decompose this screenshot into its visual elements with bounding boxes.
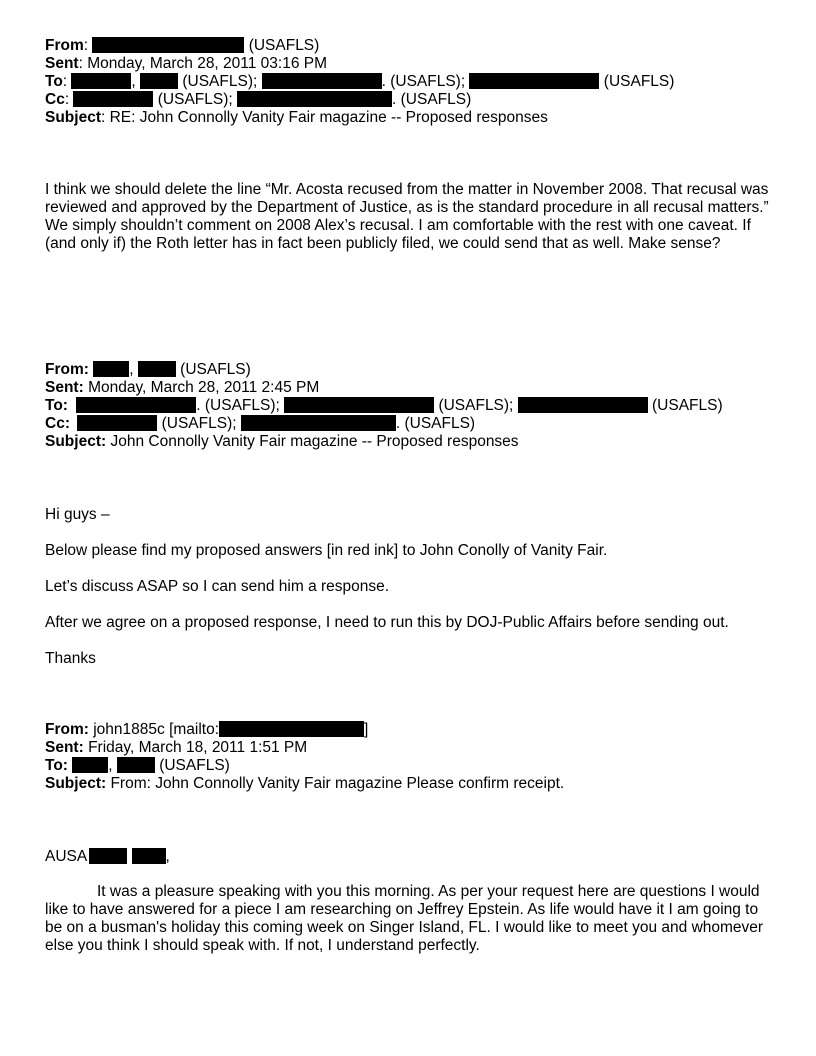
redaction-block xyxy=(76,397,196,413)
email1-header xyxy=(45,37,776,127)
email2-paragraph-4 xyxy=(45,650,776,668)
sent-value: Monday, March 28, 2011 2:45 PM xyxy=(88,379,320,396)
redaction-block xyxy=(138,361,176,377)
from-label: From: xyxy=(45,721,89,738)
email2-greeting: Hi guys – xyxy=(45,506,110,523)
to-label: To: xyxy=(45,397,68,414)
email1-from-line: From: (USAFLS) xyxy=(45,37,320,54)
from-label: From xyxy=(45,37,84,54)
sent-label: Sent: xyxy=(45,739,84,756)
email3-from-line xyxy=(45,721,776,739)
email3-body-text: It was a pleasure speaking with you this morning. As per your request here are questions I would like to have answered for a piece I am researching on Jeffrey Epstein. As life would have it I am going to be on a busman's holiday this coming week on Singer Island, FL. I would like to meet you and whomever else you think I should speak with. If not, I understand perfectly. xyxy=(45,883,764,954)
redaction-block xyxy=(72,757,108,773)
redaction-block xyxy=(219,721,364,737)
email2-to-line xyxy=(45,397,776,415)
email1-cc-line: Cc: (USAFLS); . (USAFLS) xyxy=(45,91,472,108)
redaction-block xyxy=(262,73,382,89)
redaction-block xyxy=(140,73,178,89)
redaction-block xyxy=(77,415,157,431)
sent-value: Monday, March 28, 2011 03:16 PM xyxy=(87,55,328,72)
cc-org: (USAFLS); xyxy=(161,415,237,432)
from-label: From: xyxy=(45,361,89,378)
to-org: (USAFLS) xyxy=(652,397,723,414)
redaction-block xyxy=(132,848,166,864)
to-label: To: xyxy=(45,757,68,774)
from-org: (USAFLS) xyxy=(248,37,320,54)
subject-value: John Connolly Vanity Fair magazine -- Proposed responses xyxy=(110,433,519,450)
subject-label: Subject: xyxy=(45,775,107,792)
subject-label: Subject xyxy=(45,109,101,126)
email2-p2: Let’s discuss ASAP so I can send him a response. xyxy=(45,578,390,595)
email3-subject-line xyxy=(45,775,776,793)
subject-value: From: John Connolly Vanity Fair magazine Please confirm receipt. xyxy=(110,775,565,792)
redaction-block xyxy=(518,397,648,413)
subject-value: RE: John Connolly Vanity Fair magazine -- Proposed responses xyxy=(109,109,548,126)
redaction-block xyxy=(284,397,434,413)
email1-to-line: To: , (USAFLS); . (USAFLS); (USAFLS) xyxy=(45,73,675,90)
cc-org: . (USAFLS) xyxy=(392,91,472,108)
email2-header xyxy=(45,361,776,451)
email3-to-line: To: , (USAFLS) xyxy=(45,757,230,774)
email1-body-text: I think we should delete the line “Mr. Acosta recused from the matter in November 2008. That recusal was reviewed and approved by the Department of Justice, as is the standard procedure in all recusal matters.” We simply shouldn’t comment on 2008 Alex’s recusal. I am comfortable with the rest with one caveat. If (and only if) the Roth letter has in fact been publicly filed, we could send that as well. Make sense? xyxy=(45,181,769,252)
to-org: . (USAFLS); xyxy=(381,73,466,90)
to-org: (USAFLS); xyxy=(438,397,514,414)
email1-subject-line: Subject: RE: John Connolly Vanity Fair magazine -- Proposed responses xyxy=(45,109,548,126)
salutation-prefix: AUSA xyxy=(45,848,88,865)
email2-subject-line xyxy=(45,433,776,451)
email2-body xyxy=(45,506,776,524)
sent-label: Sent xyxy=(45,55,79,72)
redaction-block xyxy=(93,361,129,377)
redaction-block xyxy=(117,757,155,773)
email3-header xyxy=(45,721,776,793)
sent-value: Friday, March 18, 2011 1:51 PM xyxy=(88,739,308,756)
email1-sent-line: Sent: Monday, March 28, 2011 03:16 PM xyxy=(45,55,328,72)
to-label: To xyxy=(45,73,63,90)
to-org: . (USAFLS); xyxy=(196,397,280,414)
from-close: ] xyxy=(364,721,369,738)
email2-paragraph-3 xyxy=(45,614,776,632)
redaction-block xyxy=(469,73,599,89)
email2-from-line: From: , (USAFLS) xyxy=(45,361,251,378)
redaction-block xyxy=(241,415,396,431)
redaction-block xyxy=(71,73,131,89)
email2-paragraph-2 xyxy=(45,578,776,596)
email2-paragraph-1 xyxy=(45,542,776,560)
to-org: (USAFLS) xyxy=(603,73,675,90)
to-org: (USAFLS) xyxy=(159,757,230,774)
cc-org: (USAFLS); xyxy=(157,91,233,108)
redaction-block xyxy=(73,91,153,107)
redaction-block xyxy=(92,37,244,53)
from-org: (USAFLS) xyxy=(180,361,251,378)
cc-label: Cc: xyxy=(45,415,70,432)
redaction-block xyxy=(237,91,392,107)
redaction-block xyxy=(89,848,127,864)
email2-p1: Below please find my proposed answers [in red ink] to John Conolly of Vanity Fair. xyxy=(45,542,608,559)
email2-sent-line xyxy=(45,379,776,397)
email3-sent-line xyxy=(45,739,776,757)
email2-p4: Thanks xyxy=(45,650,96,667)
email1-body xyxy=(45,181,771,253)
email2-p3: After we agree on a proposed response, I need to run this by DOJ-Public Affairs before sending out. xyxy=(45,614,729,631)
email3-salutation: AUSA , xyxy=(45,848,170,865)
email2-cc-line xyxy=(45,415,776,433)
from-value: john1885c [mailto: xyxy=(93,721,220,738)
cc-org: . (USAFLS) xyxy=(395,415,476,432)
cc-label: Cc xyxy=(45,91,65,108)
sent-label: Sent: xyxy=(45,379,84,396)
subject-label: Subject: xyxy=(45,433,107,450)
email3-body xyxy=(45,883,774,955)
to-org: (USAFLS); xyxy=(182,73,258,90)
